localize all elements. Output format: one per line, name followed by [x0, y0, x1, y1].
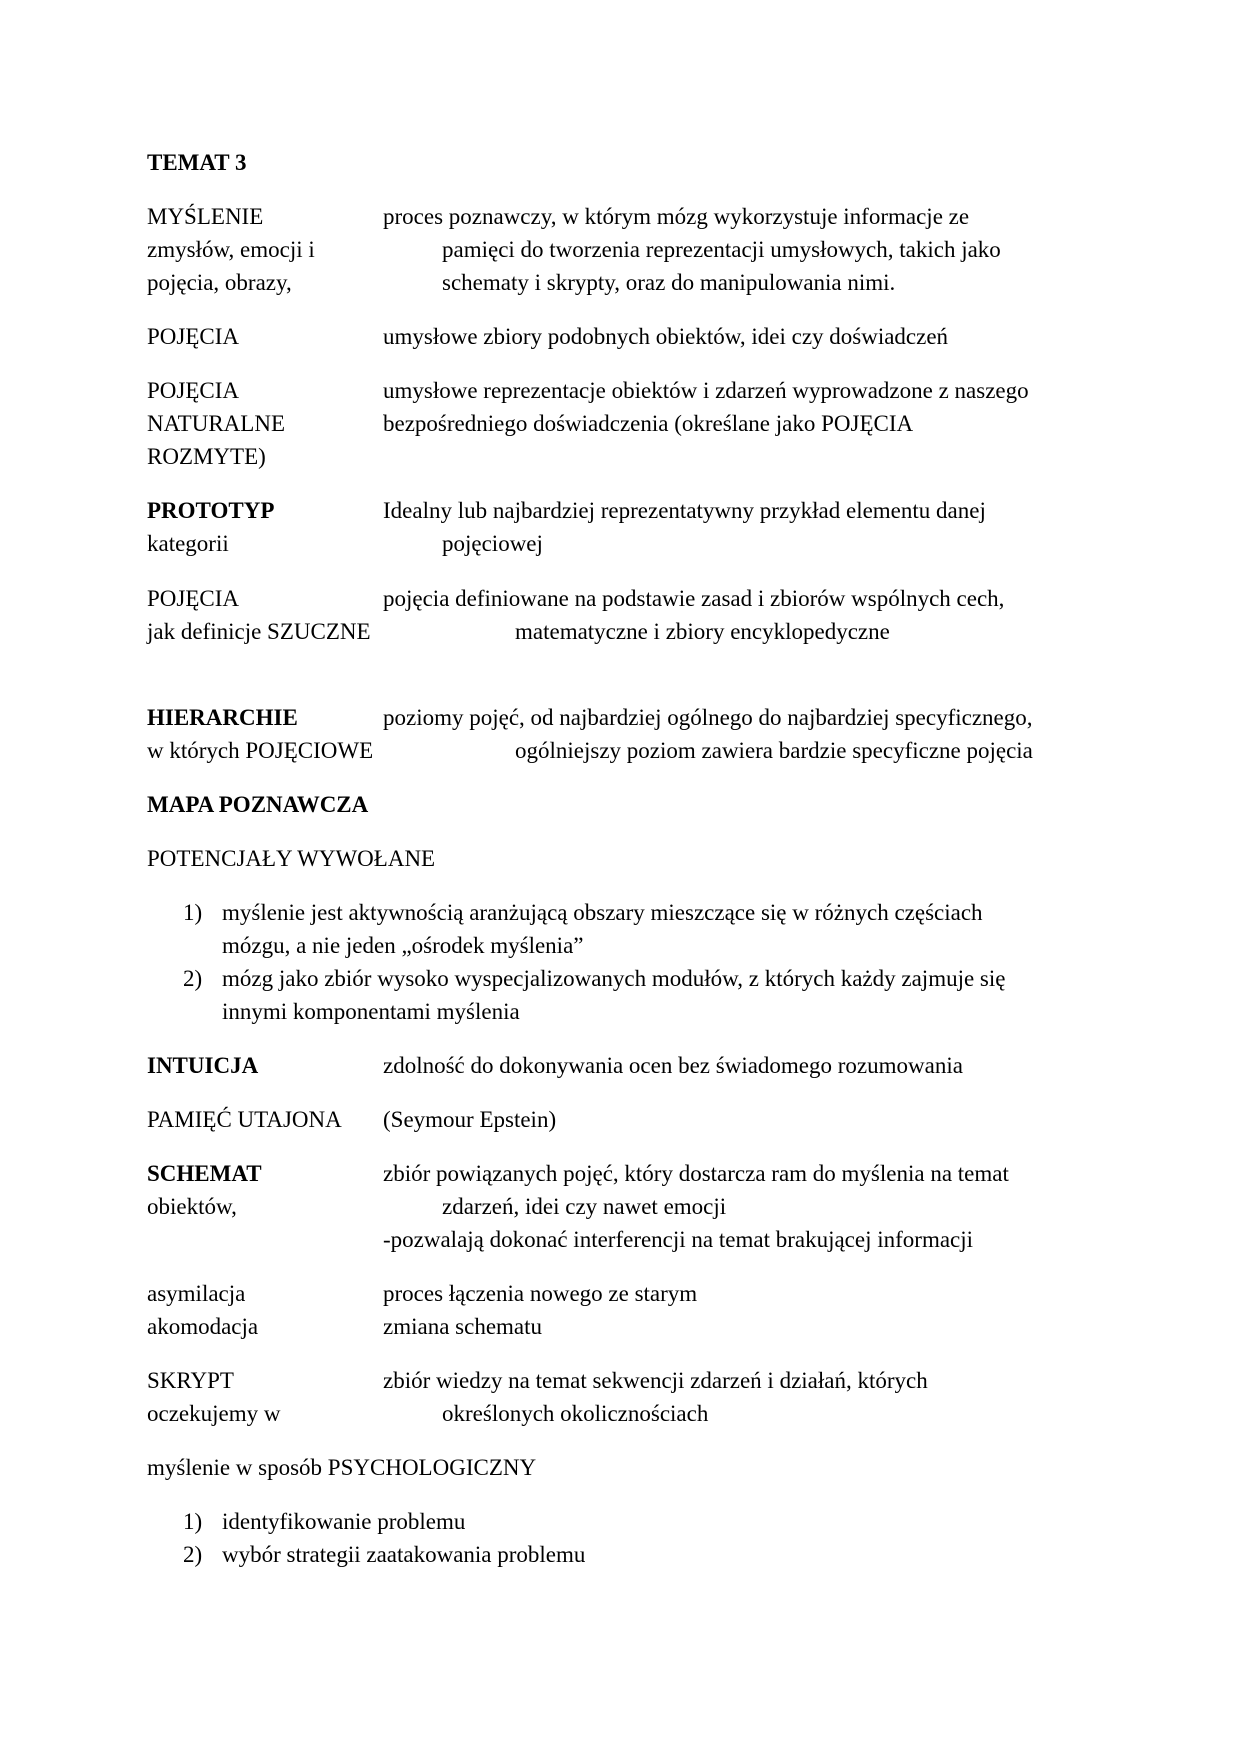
- def-skrypt-left2: oczekujemy w: [147, 1401, 281, 1426]
- term-pojecia-naturalne-3: ROZMYTE): [147, 444, 266, 469]
- term-skrypt: SKRYPT: [147, 1368, 234, 1393]
- def-prototyp-line1: Idealny lub najbardziej reprezentatywny przykład elementu danej: [383, 498, 986, 523]
- def-pojecia-sztuczne-line1: pojęcia definiowane na podstawie zasad i zbiorów wspólnych cech,: [383, 586, 1005, 611]
- heading-psychologiczny: myślenie w sposób PSYCHOLOGICZNY: [147, 1455, 537, 1480]
- term-pojecia: POJĘCIA: [147, 324, 240, 349]
- page-title: TEMAT 3: [147, 150, 247, 175]
- def-schemat-line2: zdarzeń, idei czy nawet emocji: [442, 1194, 727, 1219]
- term-schemat: SCHEMAT: [147, 1161, 262, 1186]
- def-pamiec-utajona: (Seymour Epstein): [383, 1107, 557, 1132]
- def-schemat-line1: zbiór powiązanych pojęć, który dostarcza ram do myślenia na temat: [383, 1161, 1009, 1186]
- def-skrypt-line1: zbiór wiedzy na temat sekwencji zdarzeń i działań, których: [383, 1368, 928, 1393]
- def-myslenie-line1: proces poznawczy, w którym mózg wykorzystuje informacje ze: [383, 204, 970, 229]
- list-num: 1): [183, 1509, 203, 1534]
- list-num: 2): [183, 1542, 203, 1567]
- def-pojecia-naturalne-line1: umysłowe reprezentacje obiektów i zdarzeń wyprowadzone z naszego: [383, 378, 1029, 403]
- term-potencjaly: POTENCJAŁY WYWOŁANE: [147, 846, 436, 871]
- term-asymilacja: asymilacja: [147, 1281, 246, 1306]
- def-hierarchie-line2: ogólniejszy poziom zawiera bardzie specyficzne pojęcia: [515, 738, 1033, 763]
- term-akomodacja: akomodacja: [147, 1314, 259, 1339]
- term-pojecia-naturalne-2: NATURALNE: [147, 411, 285, 436]
- list-item-text: myślenie jest aktywnością aranżującą obszary mieszczące się w różnych częściach: [222, 900, 983, 925]
- def-pojecia-sztuczne-line2: matematyczne i zbiory encyklopedyczne: [515, 619, 890, 644]
- def-prototyp-left2: kategorii: [147, 531, 229, 556]
- def-myslenie-left2: zmysłów, emocji i: [147, 237, 315, 262]
- def-myslenie-left3: pojęcia, obrazy,: [147, 270, 292, 295]
- list-num: 2): [183, 966, 203, 991]
- def-pojecia-sztuczne-left2: jak definicje SZUCZNE: [147, 619, 371, 644]
- list-item-text: mózg jako zbiór wysoko wyspecjalizowanych modułów, z których każdy zajmuje się: [222, 966, 1006, 991]
- term-pojecia-naturalne-1: POJĘCIA: [147, 378, 240, 403]
- list-item-text: innymi komponentami myślenia: [222, 999, 520, 1024]
- def-prototyp-line2: pojęciowej: [442, 531, 543, 556]
- list-item-text: identyfikowanie problemu: [222, 1509, 466, 1534]
- def-asymilacja: proces łączenia nowego ze starym: [383, 1281, 698, 1306]
- def-pojecia-naturalne-line2: bezpośredniego doświadczenia (określane jako POJĘCIA: [383, 411, 914, 436]
- def-myslenie-line3: schematy i skrypty, oraz do manipulowania nimi.: [442, 270, 896, 295]
- def-hierarchie-left2: w których POJĘCIOWE: [147, 738, 374, 763]
- term-pojecia-sztuczne: POJĘCIA: [147, 586, 240, 611]
- def-schemat-left2: obiektów,: [147, 1194, 237, 1219]
- term-intuicja: INTUICJA: [147, 1053, 259, 1078]
- def-myslenie-line2: pamięci do tworzenia reprezentacji umysłowych, takich jako: [442, 237, 1001, 262]
- list-item-text: wybór strategii zaatakowania problemu: [222, 1542, 586, 1567]
- term-prototyp: PROTOTYP: [147, 498, 275, 523]
- term-myslenie: MYŚLENIE: [147, 204, 264, 229]
- term-hierarchie: HIERARCHIE: [147, 705, 298, 730]
- term-pamiec-utajona: PAMIĘĆ UTAJONA: [147, 1107, 342, 1132]
- def-intuicja: zdolność do dokonywania ocen bez świadomego rozumowania: [383, 1053, 963, 1078]
- def-skrypt-line2: określonych okolicznościach: [442, 1401, 709, 1426]
- term-mapa-poznawcza: MAPA POZNAWCZA: [147, 792, 369, 817]
- def-hierarchie-line1: poziomy pojęć, od najbardziej ogólnego do najbardziej specyficznego,: [383, 705, 1033, 730]
- def-schemat-line3: -pozwalają dokonać interferencji na temat brakującej informacji: [383, 1227, 974, 1252]
- list-num: 1): [183, 900, 203, 925]
- def-pojecia: umysłowe zbiory podobnych obiektów, idei czy doświadczeń: [383, 324, 949, 349]
- list-item-text: mózgu, a nie jeden „ośrodek myślenia”: [222, 933, 584, 958]
- def-akomodacja: zmiana schematu: [383, 1314, 543, 1339]
